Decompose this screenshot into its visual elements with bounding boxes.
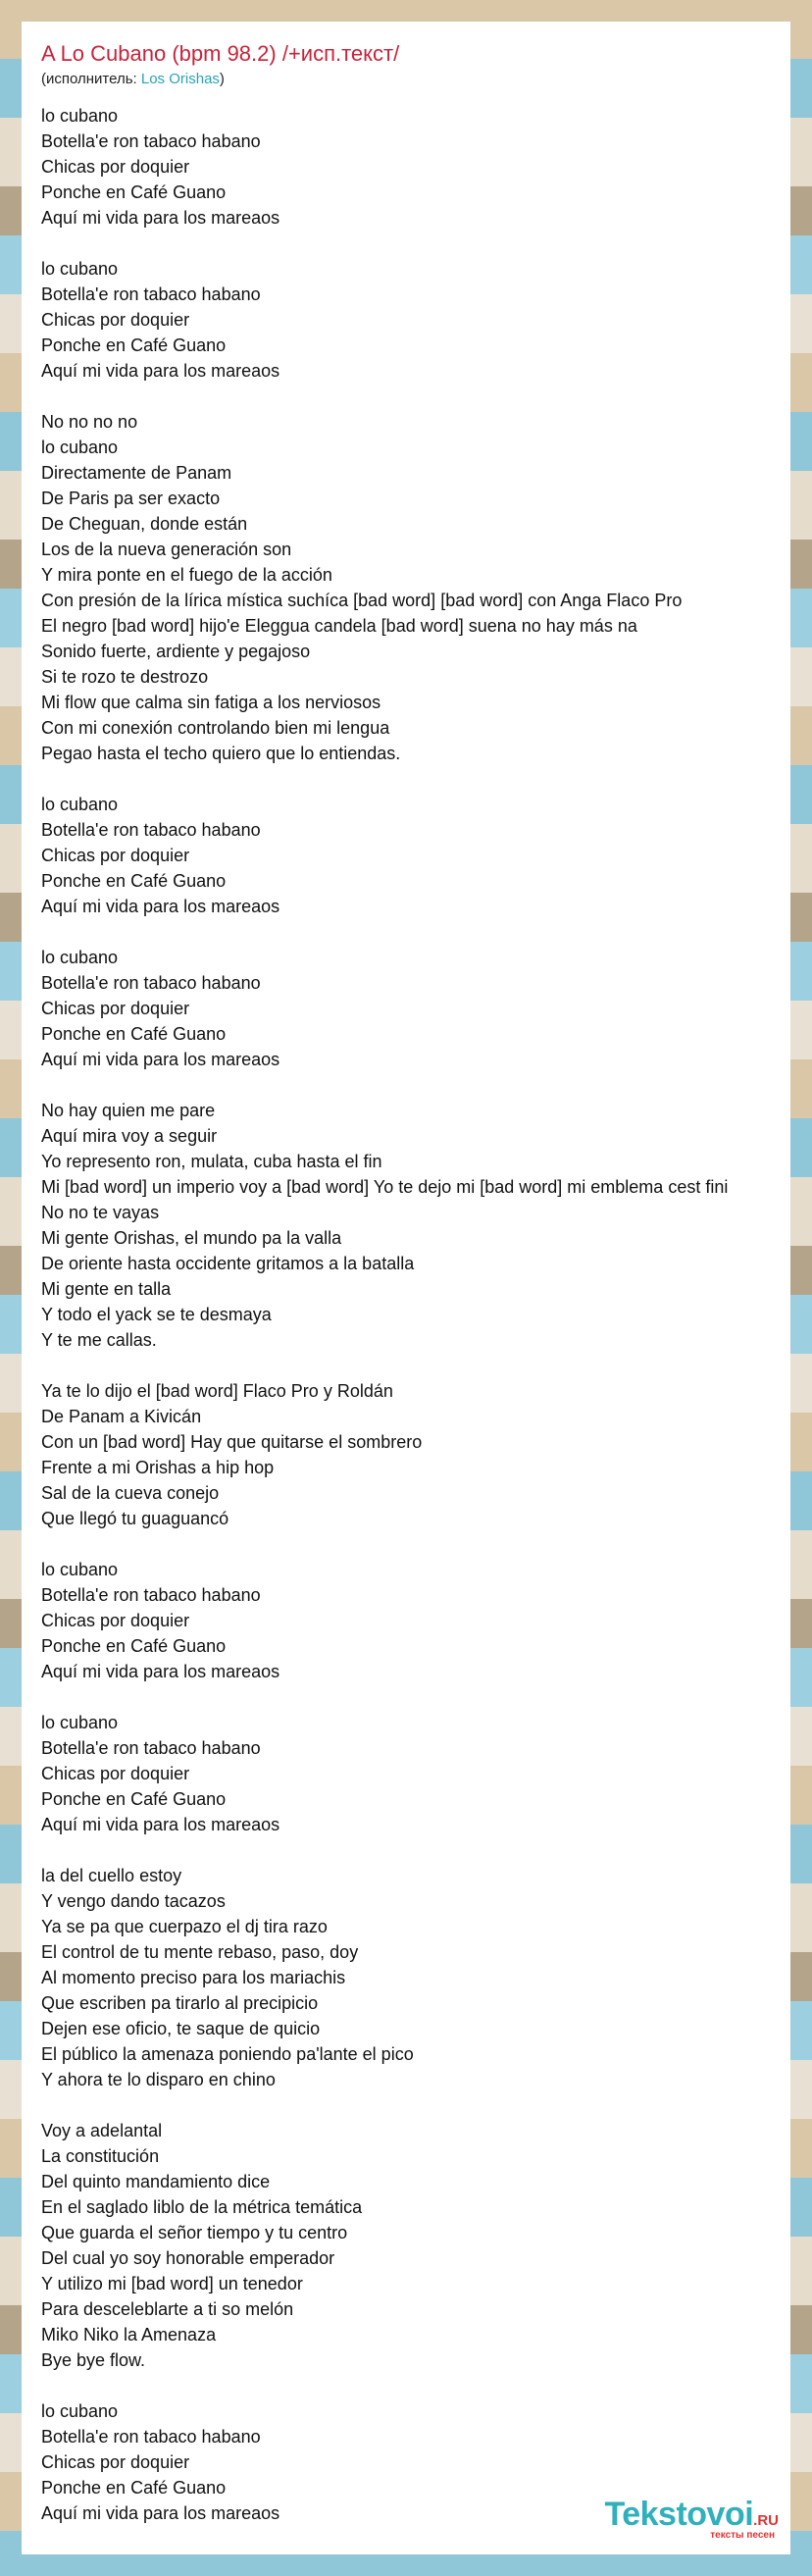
lyric-line: La constitución — [41, 2146, 160, 2166]
song-title: A Lo Cubano (bpm 98.2) /+исп.текст/ — [41, 41, 400, 66]
lyric-line: Y utilizo mi [bad word] un tenedor — [41, 2274, 303, 2293]
lyrics-card — [22, 22, 790, 2554]
lyric-line: lo cubano — [41, 2401, 119, 2421]
stanza-gap — [41, 2092, 790, 2118]
lyric-line: lo cubano — [41, 1560, 119, 1579]
lyric-line: Y mira ponte en el fuego de la acción — [41, 565, 332, 585]
lyric-line: Yo represento ron, mulata, cuba hasta el fin — [41, 1152, 382, 1171]
lyric-line: lo cubano — [41, 106, 119, 126]
lyric-line: Al momento preciso para los mariachis — [41, 1968, 346, 1987]
lyric-line: No no no no — [41, 412, 138, 432]
lyric-line: Chicas por doquier — [41, 2452, 190, 2472]
stanza-gap — [41, 231, 790, 256]
performer-prefix: (исполнитель: — [41, 71, 141, 87]
lyric-line: El público la amenaza poniendo pa'lante el pico — [41, 2044, 414, 2064]
lyric-line: Para desceleblarte a ti so melón — [41, 2299, 294, 2319]
lyric-line: Que guarda el señor tiempo y tu centro — [41, 2223, 348, 2242]
lyric-line: lo cubano — [41, 438, 119, 457]
lyric-line: Del quinto mandamiento dice — [41, 2172, 271, 2191]
lyric-line: De oriente hasta occidente gritamos a la batalla — [41, 1254, 415, 1273]
lyric-line: Ponche en Café Guano — [41, 335, 227, 355]
lyric-line: Aquí mi vida para los mareaos — [41, 2503, 280, 2523]
stanza-gap — [41, 1072, 790, 1098]
lyric-line: Y ahora te lo disparo en chino — [41, 2070, 276, 2089]
logo-name: Tekstovoi — [604, 2496, 754, 2533]
stanza-gap — [41, 1837, 790, 1863]
lyric-line: Aquí mi vida para los mareaos — [41, 897, 280, 916]
lyric-line: Mi gente en talla — [41, 1279, 172, 1299]
lyric-line: lo cubano — [41, 948, 119, 967]
lyric-line: Ponche en Café Guano — [41, 182, 227, 202]
lyric-line: Mi [bad word] un imperio voy a [bad word] Yo te dejo mi [bad word] mi emblema cest fini — [41, 1177, 729, 1197]
lyric-line: Los de la nueva generación son — [41, 540, 292, 559]
lyric-line: Si te rozo te destrozo — [41, 667, 209, 687]
lyric-line: Ponche en Café Guano — [41, 871, 227, 891]
lyric-line: lo cubano — [41, 259, 119, 279]
lyric-line: De Paris pa ser exacto — [41, 489, 221, 508]
lyric-line: Chicas por doquier — [41, 846, 190, 865]
lyric-line: Miko Niko la Amenaza — [41, 2325, 217, 2344]
lyric-line: De Cheguan, donde están — [41, 514, 248, 534]
lyric-line: Mi gente Orishas, el mundo pa la valla — [41, 1228, 342, 1248]
lyric-line: Chicas por doquier — [41, 310, 190, 330]
lyric-line: Chicas por doquier — [41, 157, 190, 177]
lyric-line: Aquí mira voy a seguir — [41, 1126, 218, 1146]
performer-link[interactable]: Los Orishas — [140, 71, 220, 87]
lyric-line: lo cubano — [41, 795, 119, 814]
lyric-line: Voy a adelantal — [41, 2121, 163, 2140]
logo-tagline: тексты песен — [710, 2530, 775, 2541]
lyric-line: En el saglado liblo de la métrica temática — [41, 2197, 363, 2217]
lyric-line: Bye bye flow. — [41, 2350, 146, 2370]
lyric-line: Y te me callas. — [41, 1330, 157, 1350]
lyric-line: Botella'e ron tabaco habano — [41, 973, 261, 993]
performer-suffix: ) — [219, 71, 225, 87]
lyric-line: Y vengo dando tacazos — [41, 1891, 226, 1911]
stanza-gap — [41, 919, 790, 945]
lyric-line: Ponche en Café Guano — [41, 1636, 227, 1656]
lyric-line: Botella'e ron tabaco habano — [41, 1585, 261, 1605]
logo-tld: .RU — [753, 2512, 779, 2529]
lyric-line: Botella'e ron tabaco habano — [41, 2427, 261, 2447]
lyric-line: Aquí mi vida para los mareaos — [41, 1050, 280, 1069]
lyric-line: Aquí mi vida para los mareaos — [41, 1815, 280, 1834]
lyric-line: Sonido fuerte, ardiente y pegajoso — [41, 642, 311, 661]
site-logo[interactable] — [604, 2496, 779, 2541]
lyric-line: El negro [bad word] hijo'e Eleggua candela [bad word] suena no hay más na — [41, 616, 637, 636]
lyric-line: Y todo el yack se te desmaya — [41, 1305, 272, 1324]
lyric-line: Chicas por doquier — [41, 1764, 190, 1783]
stanza-gap — [41, 1353, 790, 1378]
lyric-line: Con mi conexión controlando bien mi lengua — [41, 718, 390, 738]
lyric-line: Chicas por doquier — [41, 1611, 190, 1630]
lyric-line: Ya te lo dijo el [bad word] Flaco Pro y Roldán — [41, 1381, 393, 1401]
lyric-line: Ponche en Café Guano — [41, 2478, 227, 2498]
lyric-line: Que llegó tu guaguancó — [41, 1509, 229, 1528]
lyric-line: Frente a mi Orishas a hip hop — [41, 1458, 275, 1477]
lyric-line: Del cual yo soy honorable emperador — [41, 2248, 335, 2268]
stanza-gap — [41, 384, 790, 409]
lyrics-text — [41, 103, 790, 2526]
lyric-line: No hay quien me pare — [41, 1101, 216, 1120]
lyric-line: Botella'e ron tabaco habano — [41, 131, 261, 151]
stanza-gap — [41, 1684, 790, 1710]
lyric-line: Con presión de la lírica mística suchíca [bad word] [bad word] con Anga Flaco Pro — [41, 591, 683, 610]
lyric-line: Aquí mi vida para los mareaos — [41, 361, 280, 381]
lyric-line: Chicas por doquier — [41, 999, 190, 1018]
lyric-line: Con un [bad word] Hay que quitarse el sombrero — [41, 1432, 423, 1452]
lyric-line: Que escriben pa tirarlo al precipicio — [41, 1993, 319, 2013]
lyric-line: Ponche en Café Guano — [41, 1789, 227, 1809]
lyric-line: Aquí mi vida para los mareaos — [41, 1662, 280, 1681]
stanza-gap — [41, 1531, 790, 1557]
performer-line — [41, 71, 225, 87]
lyric-line: Directamente de Panam — [41, 463, 232, 483]
lyric-line: Botella'e ron tabaco habano — [41, 820, 261, 840]
lyric-line: El control de tu mente rebaso, paso, doy — [41, 1942, 359, 1962]
lyric-line: Botella'e ron tabaco habano — [41, 1738, 261, 1758]
lyric-line: Aquí mi vida para los mareaos — [41, 208, 280, 228]
lyric-line: Botella'e ron tabaco habano — [41, 284, 261, 304]
lyric-line: Pegao hasta el techo quiero que lo entiendas. — [41, 744, 401, 763]
lyric-line: la del cuello estoy — [41, 1866, 182, 1885]
lyric-line: No no te vayas — [41, 1203, 160, 1222]
lyric-line: Mi flow que calma sin fatiga a los nerviosos — [41, 693, 381, 712]
lyric-line: De Panam a Kivicán — [41, 1407, 202, 1426]
stanza-gap — [41, 766, 790, 792]
lyric-line: Sal de la cueva conejo — [41, 1483, 220, 1503]
stanza-gap — [41, 2373, 790, 2398]
lyric-line: Ya se pa que cuerpazo el dj tira razo — [41, 1917, 328, 1936]
lyric-line: Dejen ese oficio, te saque de quicio — [41, 2019, 321, 2038]
lyric-line: Ponche en Café Guano — [41, 1024, 227, 1044]
lyric-line: lo cubano — [41, 1713, 119, 1732]
